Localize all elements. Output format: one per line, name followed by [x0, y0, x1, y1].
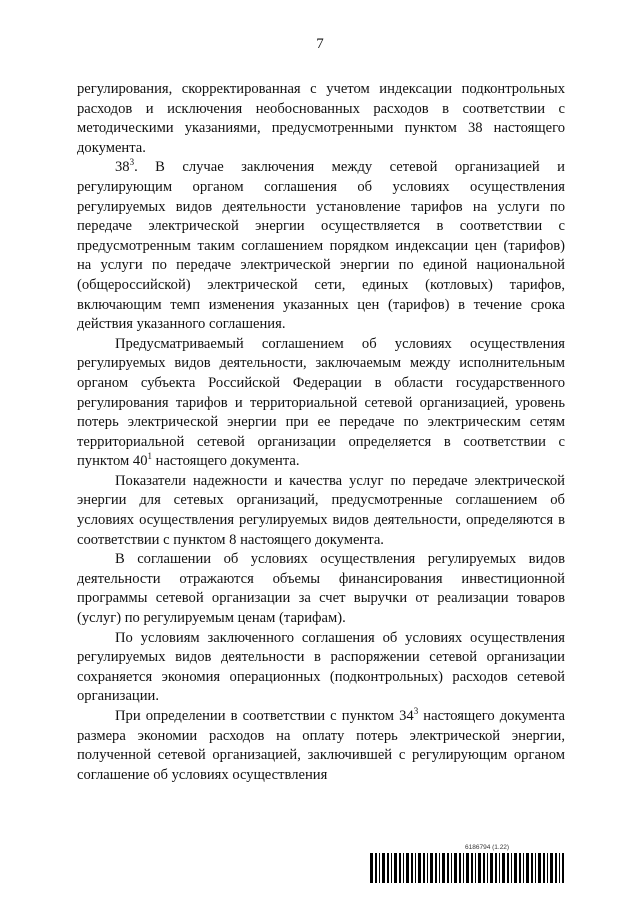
paragraph [77, 472, 565, 550]
superscript: 3 [129, 157, 135, 168]
document-body [77, 80, 565, 785]
paragraph-text: По условиям заключенного соглашения об условиях осуществления регулируемых видов деятельности в распоряжении сетевой организации сохраняется экономия операционных (подконтрольных) расходов сетевой организации. [77, 629, 565, 705]
page-number: 7 [316, 36, 324, 52]
paragraph [77, 707, 565, 785]
document-code: 6186794 (1.22) [465, 844, 510, 851]
paragraph-text: настоящего документа размера экономии расходов на оплату потерь электрической энергии, полученной сетевой организацией, заключившей с регулирующим органом соглашение об условиях осуществления [77, 708, 565, 783]
paragraph-text: регулирования, скорректированная с учетом индексации подконтрольных расходов и исключения необоснованных расходов в соответствии с методическими указаниями, предусмотренными пунктом 38 настоящего документа. [77, 81, 565, 156]
paragraph [77, 629, 565, 707]
paragraph [77, 335, 565, 472]
paragraph-text: В соглашении об условиях осуществления регулируемых видов деятельности отражаются объемы финансирования инвестиционной программы сетевой организации за счет выручки от реализации товаров (услуг) по регулируемым ценам (тарифам). [77, 551, 565, 627]
paragraph-text: Показатели надежности и качества услуг по передаче электрической энергии для сетевых организаций, предусмотренные соглашением об условиях осуществления регулируемых видов деятельности, определяются в соответствии с пунктом 8 настоящего документа. [77, 472, 565, 548]
paragraph-text: При определении в соответствии с пунктом 34 [115, 708, 414, 724]
paragraph [77, 80, 565, 158]
superscript: 3 [413, 706, 419, 716]
superscript: 1 [147, 451, 152, 462]
paragraph [77, 158, 565, 334]
paragraph-text: 38 [115, 159, 130, 176]
paragraph-text: Предусматриваемый соглашением об условиях осуществления регулируемых видов деятельности, заключаемым между исполнительным органом субъекта Российской Федерации в области государственного регулирования тарифов и территориальной сетевой организацией, уровень потерь электрической энергии при ее передаче по электрическим сетям территориальной сетевой организации определяется в соответствии с пунктом 40 [77, 335, 565, 470]
barcode [370, 853, 564, 883]
paragraph-text: настоящего документа. [152, 453, 300, 470]
paragraph-text: . В случае заключения между сетевой организацией и регулирующим органом соглашения об условиях осуществления регулируемых видов деятельности установление тарифов на услуги по передаче электрической энергии осуществляется в соответствии с предусмотренным таким соглашением порядком индексации цен (тарифов) на услуги по передаче электрической энергии по единой национальной (общероссийской) электрической сети, единых (котловых) тарифов, включающим темп изменения указанных цен (тарифов) в течение срока действия указанного соглашения. [77, 159, 565, 333]
paragraph [77, 550, 565, 628]
